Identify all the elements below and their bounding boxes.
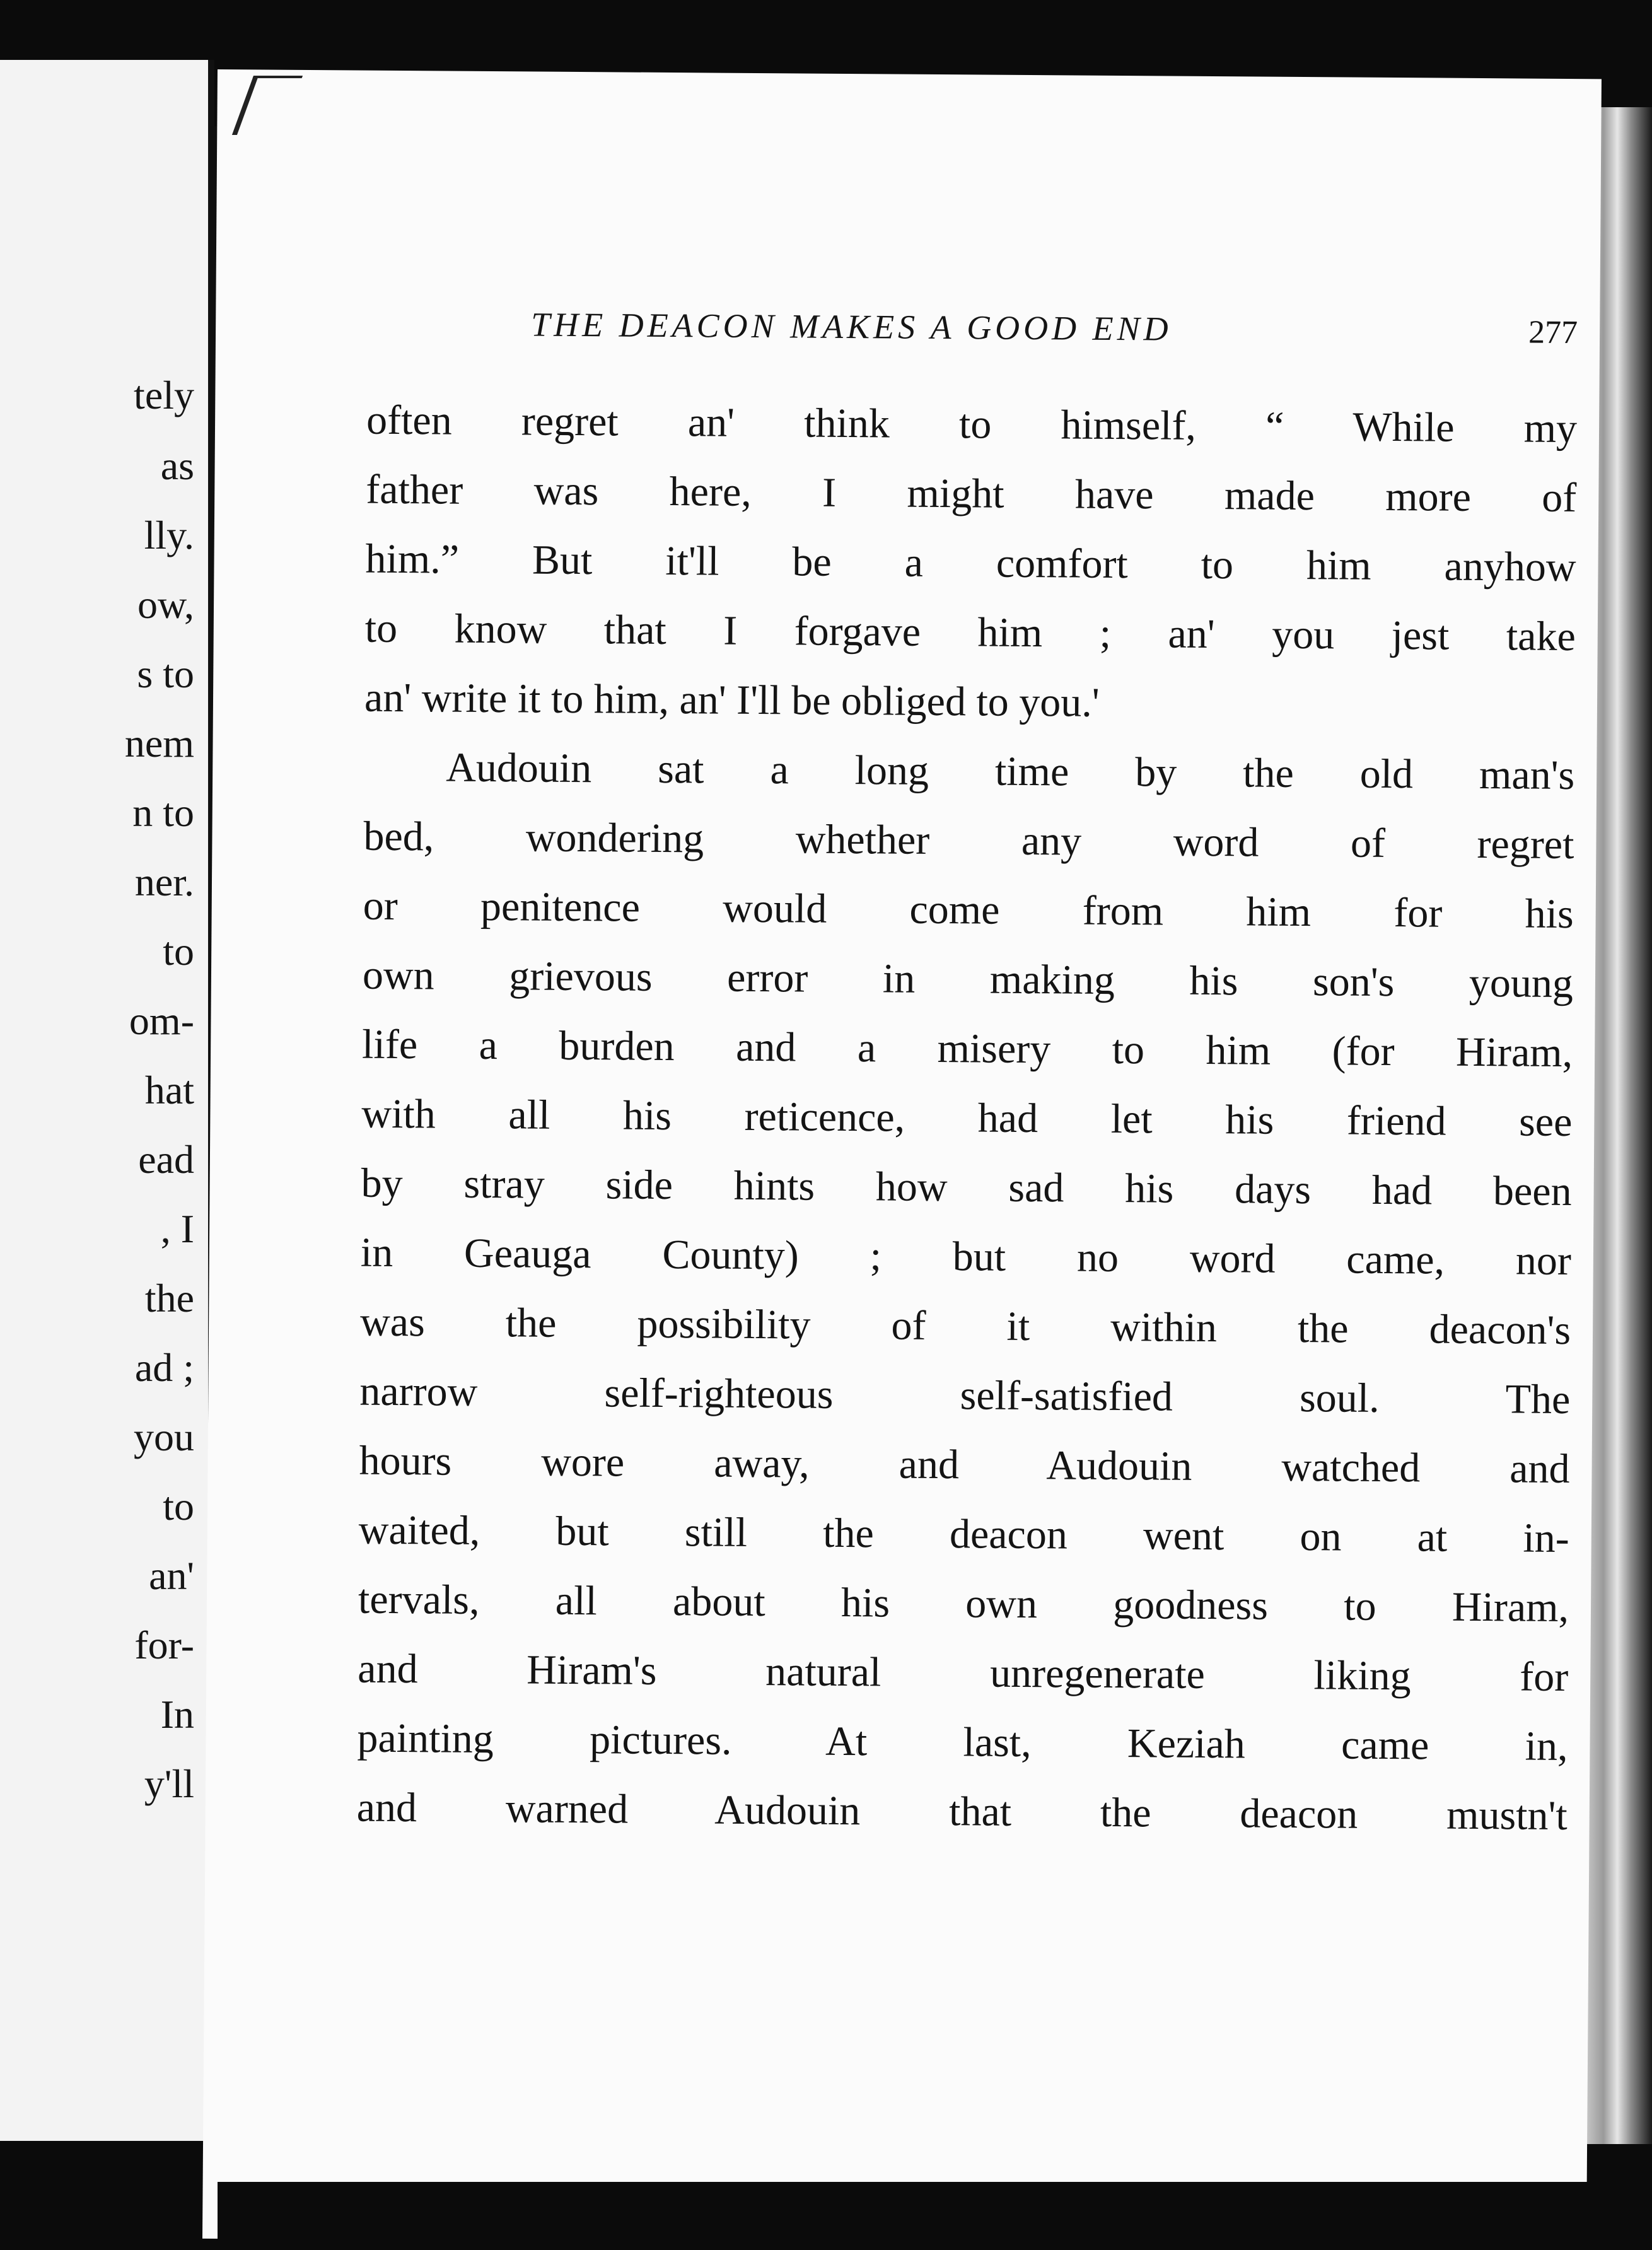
- body-text: [356, 386, 1577, 1851]
- left-page-line: n to: [132, 790, 194, 835]
- text-line: with all his reticence, had let his friend see: [361, 1090, 1573, 1146]
- text-line: painting pictures. At last, Keziah came in,: [357, 1715, 1568, 1770]
- text-line: and warned Audouin that the deacon mustn't: [356, 1784, 1568, 1839]
- left-page-line: to: [163, 929, 194, 974]
- left-page-line: hat: [144, 1068, 194, 1112]
- paragraph-first-line: Audouin sat a long time by the old man's: [446, 744, 1575, 799]
- page-number: 277: [1528, 314, 1578, 351]
- left-page-line: ner.: [134, 860, 194, 904]
- left-page-line: lly.: [144, 513, 194, 557]
- text-line: or penitence would come from him for his: [363, 882, 1574, 938]
- text-line: hours wore away, and Audouin watched and: [359, 1437, 1570, 1493]
- text-line: an' write it to him, an' I'll be obliged to you.': [364, 674, 1100, 726]
- running-head-title: THE DEACON MAKES A GOOD END: [530, 305, 1172, 348]
- running-head: [531, 305, 1578, 351]
- left-page-line: tely: [134, 373, 194, 417]
- left-page-line: In: [160, 1692, 194, 1737]
- left-page-line: as: [160, 443, 194, 488]
- left-page-line: ead: [138, 1137, 194, 1182]
- text-line: him.” But it'll be a comfort to him anyhow: [365, 535, 1576, 591]
- left-page-line: ow,: [137, 582, 194, 627]
- left-page-line: you: [134, 1414, 194, 1459]
- left-page-line: s to: [137, 651, 194, 696]
- text-line: by stray side hints how sad his days had been: [361, 1160, 1572, 1215]
- left-page-line: y'll: [144, 1761, 194, 1806]
- text-line: life a burden and a misery to him (for Hiram,: [361, 1021, 1573, 1076]
- text-line: father was here, I might have made more of: [366, 466, 1577, 522]
- left-page: [0, 60, 214, 2141]
- text-line: and Hiram's natural unregenerate liking for: [358, 1645, 1569, 1701]
- left-page-line: for-: [134, 1623, 194, 1667]
- left-page-line: ad ;: [134, 1345, 194, 1390]
- left-page-line: , I: [160, 1206, 194, 1251]
- text-line: to know that I forgave him ; an' you jest take: [364, 605, 1576, 660]
- text-line: waited, but still the deacon went on at in-: [358, 1507, 1570, 1562]
- left-page-line: om-: [129, 998, 194, 1043]
- right-page: [202, 69, 1602, 2248]
- left-page-line: the: [144, 1276, 194, 1320]
- left-page-line: an': [149, 1553, 194, 1598]
- text-line: narrow self-righteous self-satisfied soul. The: [359, 1368, 1571, 1423]
- left-page-line: to: [163, 1484, 194, 1529]
- text-line: tervals, all about his own goodness to Hiram,: [358, 1576, 1569, 1631]
- text-line: often regret an' think to himself, “ While my: [366, 397, 1578, 452]
- text-line: in Geauga County) ; but no word came, nor: [360, 1229, 1572, 1285]
- scan-bottom-shadow: [218, 2182, 1605, 2250]
- text-line: bed, wondering whether any word of regret: [363, 813, 1574, 868]
- text-line: own grievous error in making his son's young: [362, 952, 1574, 1007]
- text-line: was the possibility of it within the deacon's: [359, 1298, 1571, 1354]
- left-page-line: nem: [124, 721, 194, 766]
